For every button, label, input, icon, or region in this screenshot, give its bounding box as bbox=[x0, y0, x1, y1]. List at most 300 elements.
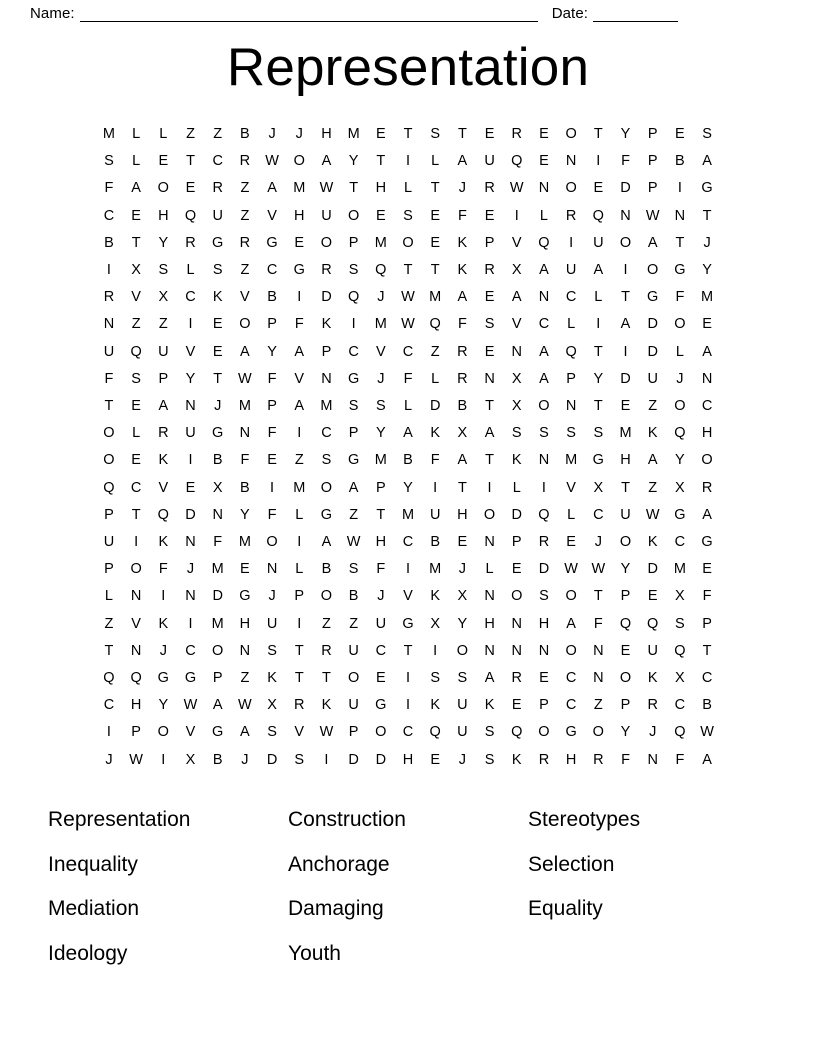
grid-cell[interactable]: Z bbox=[104, 615, 114, 632]
grid-cell[interactable]: J bbox=[649, 724, 657, 741]
grid-cell[interactable]: G bbox=[266, 234, 278, 251]
grid-cell[interactable]: T bbox=[131, 234, 141, 251]
grid-cell[interactable]: I bbox=[541, 479, 546, 496]
grid-cell[interactable]: N bbox=[565, 153, 577, 170]
grid-cell[interactable]: M bbox=[238, 398, 251, 415]
grid-cell[interactable]: K bbox=[267, 670, 277, 687]
grid-cell[interactable]: Z bbox=[240, 207, 250, 224]
grid-cell[interactable]: C bbox=[565, 697, 577, 714]
grid-cell[interactable]: X bbox=[457, 425, 468, 442]
grid-cell[interactable]: S bbox=[375, 398, 386, 415]
grid-cell[interactable]: C bbox=[402, 534, 414, 551]
grid-cell[interactable]: S bbox=[539, 588, 549, 605]
grid-cell[interactable]: Q bbox=[375, 262, 387, 279]
grid-cell[interactable]: Q bbox=[565, 343, 577, 360]
grid-cell[interactable]: J bbox=[105, 751, 113, 768]
grid-cell[interactable]: V bbox=[240, 289, 250, 306]
grid-cell[interactable]: F bbox=[104, 370, 114, 387]
grid-cell[interactable]: W bbox=[401, 289, 415, 306]
grid-cell[interactable]: X bbox=[511, 398, 522, 415]
grid-cell[interactable]: W bbox=[645, 506, 660, 523]
grid-cell[interactable]: T bbox=[403, 642, 413, 659]
grid-cell[interactable]: Z bbox=[131, 316, 141, 333]
grid-cell[interactable]: J bbox=[458, 751, 466, 768]
grid-cell[interactable]: E bbox=[702, 561, 712, 578]
grid-cell[interactable]: X bbox=[430, 615, 441, 632]
grid-cell[interactable]: W bbox=[645, 207, 660, 224]
grid-cell[interactable]: Z bbox=[430, 343, 440, 360]
grid-cell[interactable]: X bbox=[185, 751, 196, 768]
grid-cell[interactable]: T bbox=[294, 642, 304, 659]
grid-cell[interactable]: A bbox=[484, 425, 495, 442]
grid-cell[interactable]: A bbox=[647, 234, 658, 251]
grid-cell[interactable]: H bbox=[620, 452, 631, 469]
grid-cell[interactable]: R bbox=[239, 153, 251, 170]
grid-cell[interactable]: G bbox=[701, 534, 713, 551]
grid-cell[interactable]: E bbox=[620, 642, 631, 659]
grid-cell[interactable]: A bbox=[403, 425, 413, 442]
grid-cell[interactable]: P bbox=[267, 398, 277, 415]
grid-cell[interactable]: Q bbox=[184, 207, 197, 224]
grid-cell[interactable]: U bbox=[647, 370, 658, 387]
grid-cell[interactable]: Q bbox=[592, 207, 604, 224]
word-bank-item[interactable]: Youth bbox=[288, 941, 341, 965]
word-bank-item[interactable]: Anchorage bbox=[288, 852, 390, 876]
grid-cell[interactable]: K bbox=[647, 534, 658, 551]
name-input-line[interactable] bbox=[80, 8, 538, 22]
grid-cell[interactable]: H bbox=[701, 425, 713, 442]
grid-cell[interactable]: F bbox=[240, 452, 250, 469]
grid-cell[interactable]: K bbox=[511, 751, 522, 768]
grid-cell[interactable]: W bbox=[346, 534, 361, 551]
grid-cell[interactable]: L bbox=[104, 588, 113, 605]
grid-cell[interactable]: N bbox=[538, 642, 550, 659]
grid-cell[interactable]: R bbox=[484, 262, 495, 279]
grid-cell[interactable]: S bbox=[484, 316, 495, 333]
grid-cell[interactable]: E bbox=[212, 343, 223, 360]
grid-cell[interactable]: R bbox=[511, 126, 522, 142]
grid-cell[interactable]: P bbox=[212, 670, 223, 687]
grid-cell[interactable]: A bbox=[240, 343, 250, 360]
grid-cell[interactable]: E bbox=[430, 234, 441, 251]
grid-cell[interactable]: B bbox=[212, 452, 223, 469]
grid-cell[interactable]: S bbox=[484, 724, 495, 741]
grid-cell[interactable]: I bbox=[106, 724, 111, 741]
word-bank-item[interactable]: Stereotypes bbox=[528, 808, 641, 832]
grid-cell[interactable]: K bbox=[212, 289, 223, 306]
grid-cell[interactable]: V bbox=[131, 289, 141, 306]
grid-cell[interactable]: R bbox=[294, 697, 305, 714]
grid-cell[interactable]: Q bbox=[511, 153, 523, 170]
grid-cell[interactable]: B bbox=[321, 561, 332, 578]
grid-cell[interactable]: E bbox=[484, 289, 495, 306]
grid-cell[interactable]: G bbox=[647, 289, 659, 306]
grid-cell[interactable]: T bbox=[675, 234, 685, 251]
grid-cell[interactable]: P bbox=[511, 534, 522, 551]
grid-cell[interactable]: Z bbox=[186, 126, 195, 142]
grid-cell[interactable]: O bbox=[619, 670, 632, 687]
grid-cell[interactable]: N bbox=[538, 452, 550, 469]
grid-cell[interactable]: X bbox=[675, 670, 685, 687]
grid-cell[interactable]: G bbox=[565, 724, 577, 741]
grid-cell[interactable]: O bbox=[320, 479, 333, 496]
grid-cell[interactable]: H bbox=[321, 126, 332, 142]
grid-cell[interactable]: N bbox=[511, 343, 522, 360]
grid-cell[interactable]: O bbox=[293, 153, 305, 170]
grid-cell[interactable]: U bbox=[429, 506, 441, 523]
grid-cell[interactable]: L bbox=[132, 153, 141, 170]
grid-cell[interactable]: T bbox=[349, 180, 359, 197]
grid-cell[interactable]: X bbox=[158, 289, 169, 306]
grid-cell[interactable]: D bbox=[375, 751, 387, 768]
grid-cell[interactable]: U bbox=[321, 207, 332, 224]
grid-cell[interactable]: A bbox=[240, 724, 250, 741]
grid-cell[interactable]: U bbox=[348, 697, 359, 714]
grid-cell[interactable]: Z bbox=[213, 126, 223, 142]
grid-cell[interactable]: E bbox=[539, 126, 549, 142]
grid-cell[interactable]: V bbox=[511, 234, 522, 251]
grid-cell[interactable]: Q bbox=[538, 506, 550, 523]
grid-cell[interactable]: I bbox=[405, 670, 411, 687]
grid-cell[interactable]: B bbox=[403, 452, 413, 469]
grid-cell[interactable]: D bbox=[321, 289, 332, 306]
grid-cell[interactable]: H bbox=[457, 506, 468, 523]
grid-cell[interactable]: Y bbox=[240, 506, 250, 523]
grid-cell[interactable]: U bbox=[158, 343, 169, 360]
grid-cell[interactable]: T bbox=[294, 670, 304, 687]
grid-cell[interactable]: Y bbox=[375, 425, 386, 442]
grid-cell[interactable]: T bbox=[322, 670, 331, 687]
grid-cell[interactable]: U bbox=[457, 697, 468, 714]
grid-cell[interactable]: E bbox=[702, 316, 712, 333]
grid-cell[interactable]: N bbox=[565, 398, 577, 415]
grid-cell[interactable]: S bbox=[675, 615, 685, 632]
grid-cell[interactable]: Q bbox=[619, 615, 632, 632]
grid-cell[interactable]: O bbox=[565, 126, 577, 142]
grid-cell[interactable]: M bbox=[293, 180, 306, 197]
grid-cell[interactable]: V bbox=[185, 724, 196, 741]
grid-cell[interactable]: Q bbox=[538, 234, 550, 251]
grid-cell[interactable]: C bbox=[321, 425, 332, 442]
grid-cell[interactable]: T bbox=[457, 126, 467, 142]
grid-cell[interactable]: G bbox=[293, 262, 305, 279]
grid-cell[interactable]: S bbox=[511, 425, 522, 442]
grid-cell[interactable]: T bbox=[104, 642, 114, 659]
grid-cell[interactable]: N bbox=[538, 289, 550, 306]
grid-cell[interactable]: N bbox=[484, 642, 495, 659]
grid-cell[interactable]: F bbox=[430, 452, 440, 469]
grid-cell[interactable]: W bbox=[238, 697, 252, 714]
grid-cell[interactable]: K bbox=[511, 452, 522, 469]
grid-cell[interactable]: I bbox=[405, 697, 411, 714]
grid-cell[interactable]: O bbox=[647, 262, 659, 279]
grid-cell[interactable]: G bbox=[674, 506, 686, 523]
grid-cell[interactable]: K bbox=[321, 316, 332, 333]
grid-cell[interactable]: F bbox=[294, 316, 304, 333]
grid-cell[interactable]: P bbox=[647, 126, 658, 142]
grid-cell[interactable]: S bbox=[539, 425, 549, 442]
grid-cell[interactable]: U bbox=[103, 534, 115, 551]
grid-cell[interactable]: M bbox=[619, 425, 632, 442]
grid-cell[interactable]: P bbox=[539, 697, 549, 714]
grid-cell[interactable]: Q bbox=[347, 289, 360, 306]
grid-cell[interactable]: F bbox=[104, 180, 114, 197]
grid-cell[interactable]: O bbox=[538, 724, 550, 741]
grid-cell[interactable]: X bbox=[675, 479, 685, 496]
grid-cell[interactable]: I bbox=[351, 316, 356, 333]
grid-cell[interactable]: M bbox=[320, 398, 333, 415]
grid-cell[interactable]: K bbox=[484, 697, 495, 714]
grid-cell[interactable]: O bbox=[592, 724, 604, 741]
grid-cell[interactable]: S bbox=[430, 126, 441, 142]
grid-cell[interactable]: T bbox=[702, 642, 712, 659]
grid-cell[interactable]: V bbox=[131, 615, 141, 632]
grid-cell[interactable]: L bbox=[431, 153, 440, 170]
grid-cell[interactable]: W bbox=[183, 697, 198, 714]
grid-cell[interactable]: L bbox=[675, 343, 684, 360]
grid-cell[interactable]: Z bbox=[240, 670, 250, 687]
grid-cell[interactable]: P bbox=[131, 724, 141, 741]
grid-cell[interactable]: S bbox=[348, 561, 359, 578]
grid-cell[interactable]: L bbox=[539, 207, 548, 224]
grid-cell[interactable]: J bbox=[458, 180, 466, 197]
grid-cell[interactable]: W bbox=[700, 724, 714, 741]
grid-cell[interactable]: E bbox=[131, 452, 141, 469]
grid-cell[interactable]: G bbox=[157, 670, 169, 687]
grid-cell[interactable]: O bbox=[565, 180, 577, 197]
grid-cell[interactable]: S bbox=[131, 370, 141, 387]
grid-cell[interactable]: P bbox=[620, 697, 631, 714]
grid-cell[interactable]: D bbox=[348, 751, 359, 768]
grid-cell[interactable]: N bbox=[212, 506, 223, 523]
grid-cell[interactable]: E bbox=[375, 207, 386, 224]
grid-cell[interactable]: R bbox=[565, 207, 577, 224]
grid-cell[interactable]: K bbox=[457, 234, 468, 251]
grid-cell[interactable]: O bbox=[130, 561, 142, 578]
grid-cell[interactable]: Q bbox=[103, 670, 115, 687]
grid-cell[interactable]: Y bbox=[620, 724, 631, 741]
grid-cell[interactable]: G bbox=[375, 697, 387, 714]
grid-cell[interactable]: W bbox=[564, 561, 578, 578]
grid-cell[interactable]: W bbox=[509, 180, 524, 197]
grid-cell[interactable]: Y bbox=[702, 262, 712, 279]
grid-cell[interactable]: M bbox=[565, 452, 578, 469]
grid-cell[interactable]: O bbox=[565, 588, 577, 605]
grid-cell[interactable]: E bbox=[647, 588, 658, 605]
grid-cell[interactable]: P bbox=[267, 316, 277, 333]
word-bank-item[interactable]: Construction bbox=[288, 808, 406, 832]
grid-cell[interactable]: S bbox=[702, 126, 712, 142]
grid-cell[interactable]: V bbox=[511, 316, 522, 333]
grid-cell[interactable]: R bbox=[321, 262, 332, 279]
grid-cell[interactable]: Q bbox=[674, 642, 686, 659]
grid-cell[interactable]: U bbox=[620, 506, 631, 523]
grid-cell[interactable]: N bbox=[103, 316, 115, 333]
grid-cell[interactable]: A bbox=[158, 398, 169, 415]
grid-cell[interactable]: O bbox=[456, 642, 469, 659]
grid-cell[interactable]: A bbox=[267, 180, 277, 197]
grid-cell[interactable]: C bbox=[348, 343, 359, 360]
grid-cell[interactable]: T bbox=[593, 343, 603, 360]
grid-cell[interactable]: N bbox=[185, 534, 196, 551]
grid-cell[interactable]: S bbox=[321, 452, 332, 469]
grid-cell[interactable]: J bbox=[676, 370, 684, 387]
grid-cell[interactable]: F bbox=[267, 425, 277, 442]
grid-cell[interactable]: I bbox=[433, 642, 438, 659]
grid-cell[interactable]: W bbox=[319, 724, 334, 741]
grid-cell[interactable]: M bbox=[238, 534, 251, 551]
grid-cell[interactable]: U bbox=[593, 234, 604, 251]
grid-cell[interactable]: V bbox=[294, 370, 305, 387]
grid-cell[interactable]: G bbox=[592, 452, 604, 469]
grid-cell[interactable]: N bbox=[674, 207, 686, 224]
grid-cell[interactable]: A bbox=[212, 697, 223, 714]
grid-cell[interactable]: D bbox=[429, 398, 441, 415]
word-bank-item[interactable]: Damaging bbox=[288, 897, 384, 921]
grid-cell[interactable]: S bbox=[348, 262, 359, 279]
grid-cell[interactable]: S bbox=[430, 670, 441, 687]
grid-cell[interactable]: D bbox=[620, 370, 631, 387]
grid-cell[interactable]: F bbox=[593, 615, 603, 632]
grid-cell[interactable]: M bbox=[374, 316, 387, 333]
grid-cell[interactable]: J bbox=[241, 751, 249, 768]
grid-cell[interactable]: S bbox=[158, 262, 169, 279]
grid-cell[interactable]: W bbox=[401, 316, 415, 333]
grid-cell[interactable]: V bbox=[403, 588, 413, 605]
grid-cell[interactable]: Z bbox=[294, 452, 304, 469]
grid-cell[interactable]: S bbox=[267, 642, 277, 659]
grid-cell[interactable]: F bbox=[267, 506, 277, 523]
date-input-line[interactable] bbox=[593, 8, 678, 22]
grid-cell[interactable]: V bbox=[158, 479, 169, 496]
grid-cell[interactable]: N bbox=[593, 670, 604, 687]
grid-cell[interactable]: I bbox=[487, 479, 492, 496]
grid-cell[interactable]: P bbox=[702, 615, 712, 632]
grid-cell[interactable]: F bbox=[457, 207, 467, 224]
grid-cell[interactable]: C bbox=[130, 479, 142, 496]
grid-cell[interactable]: K bbox=[647, 670, 658, 687]
grid-cell[interactable]: P bbox=[348, 724, 359, 741]
grid-cell[interactable]: W bbox=[265, 153, 279, 170]
grid-cell[interactable]: S bbox=[294, 751, 305, 768]
grid-cell[interactable]: I bbox=[188, 615, 193, 632]
grid-cell[interactable]: C bbox=[402, 343, 414, 360]
grid-cell[interactable]: C bbox=[701, 670, 713, 687]
grid-cell[interactable]: I bbox=[297, 615, 302, 632]
grid-cell[interactable]: H bbox=[538, 615, 550, 632]
grid-cell[interactable]: Q bbox=[674, 425, 686, 442]
grid-cell[interactable]: D bbox=[647, 561, 658, 578]
grid-cell[interactable]: B bbox=[430, 534, 441, 551]
grid-cell[interactable]: P bbox=[104, 506, 114, 523]
grid-cell[interactable]: I bbox=[134, 534, 139, 551]
grid-cell[interactable]: V bbox=[185, 343, 196, 360]
grid-cell[interactable]: T bbox=[403, 262, 413, 279]
grid-cell[interactable]: P bbox=[321, 343, 332, 360]
grid-cell[interactable]: Q bbox=[157, 506, 169, 523]
grid-cell[interactable]: L bbox=[567, 506, 576, 523]
word-bank-item[interactable]: Representation bbox=[48, 808, 191, 832]
grid-cell[interactable]: L bbox=[295, 506, 304, 523]
grid-cell[interactable]: C bbox=[402, 724, 414, 741]
grid-cell[interactable]: J bbox=[214, 398, 222, 415]
grid-cell[interactable]: X bbox=[511, 370, 522, 387]
grid-cell[interactable]: N bbox=[620, 207, 631, 224]
grid-cell[interactable]: A bbox=[348, 479, 359, 496]
grid-cell[interactable]: Y bbox=[457, 615, 468, 632]
grid-cell[interactable]: U bbox=[457, 724, 468, 741]
grid-cell[interactable]: D bbox=[647, 343, 658, 360]
grid-cell[interactable]: I bbox=[106, 262, 111, 279]
grid-cell[interactable]: U bbox=[212, 207, 223, 224]
word-bank-item[interactable]: Ideology bbox=[48, 941, 128, 965]
grid-cell[interactable]: T bbox=[621, 289, 630, 306]
grid-cell[interactable]: M bbox=[211, 615, 224, 632]
grid-cell[interactable]: I bbox=[596, 316, 601, 333]
grid-cell[interactable]: Q bbox=[103, 479, 115, 496]
grid-cell[interactable]: I bbox=[677, 180, 682, 197]
grid-cell[interactable]: J bbox=[159, 642, 167, 659]
grid-cell[interactable]: K bbox=[430, 425, 441, 442]
grid-cell[interactable]: R bbox=[701, 479, 713, 496]
grid-cell[interactable]: B bbox=[348, 588, 359, 605]
grid-cell[interactable]: I bbox=[405, 561, 411, 578]
grid-cell[interactable]: H bbox=[565, 751, 577, 768]
grid-cell[interactable]: W bbox=[129, 751, 143, 768]
grid-cell[interactable]: H bbox=[375, 180, 387, 197]
grid-cell[interactable]: U bbox=[348, 642, 359, 659]
grid-cell[interactable]: G bbox=[347, 452, 360, 469]
grid-cell[interactable]: T bbox=[485, 398, 494, 415]
grid-cell[interactable]: E bbox=[294, 234, 305, 251]
grid-cell[interactable]: R bbox=[457, 370, 468, 387]
grid-cell[interactable]: K bbox=[158, 452, 169, 469]
grid-cell[interactable]: A bbox=[294, 398, 305, 415]
grid-cell[interactable]: F bbox=[621, 751, 630, 768]
grid-cell[interactable]: O bbox=[157, 724, 169, 741]
grid-cell[interactable]: E bbox=[539, 670, 549, 687]
grid-cell[interactable]: T bbox=[593, 588, 603, 605]
grid-cell[interactable]: T bbox=[457, 479, 467, 496]
grid-cell[interactable]: R bbox=[484, 180, 495, 197]
grid-cell[interactable]: F bbox=[376, 561, 386, 578]
grid-cell[interactable]: C bbox=[266, 262, 278, 279]
grid-cell[interactable]: T bbox=[593, 398, 603, 415]
grid-cell[interactable]: A bbox=[457, 289, 468, 306]
grid-cell[interactable]: J bbox=[377, 370, 385, 387]
grid-cell[interactable]: B bbox=[104, 234, 114, 251]
grid-cell[interactable]: E bbox=[267, 452, 277, 469]
grid-cell[interactable]: Q bbox=[130, 343, 142, 360]
grid-cell[interactable]: C bbox=[674, 697, 686, 714]
grid-cell[interactable]: X bbox=[511, 262, 522, 279]
grid-cell[interactable]: C bbox=[103, 697, 115, 714]
grid-cell[interactable]: Y bbox=[158, 234, 169, 251]
grid-cell[interactable]: M bbox=[374, 452, 387, 469]
grid-cell[interactable]: I bbox=[433, 479, 438, 496]
grid-cell[interactable]: O bbox=[103, 452, 115, 469]
grid-cell[interactable]: O bbox=[402, 234, 414, 251]
grid-cell[interactable]: Z bbox=[593, 697, 603, 714]
grid-cell[interactable]: T bbox=[104, 398, 114, 415]
grid-cell[interactable]: C bbox=[185, 289, 196, 306]
grid-cell[interactable]: O bbox=[511, 588, 523, 605]
grid-cell[interactable]: E bbox=[430, 207, 441, 224]
grid-cell[interactable]: R bbox=[457, 343, 468, 360]
grid-cell[interactable]: L bbox=[594, 289, 603, 306]
grid-cell[interactable]: G bbox=[320, 506, 333, 523]
grid-cell[interactable]: P bbox=[348, 425, 359, 442]
